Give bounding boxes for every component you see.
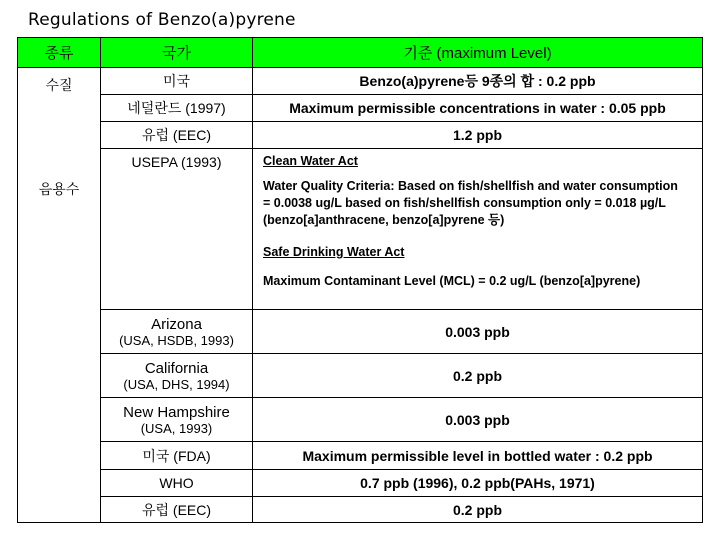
state-source: (USA, HSDB, 1993) [119,332,234,348]
table-row [18,497,703,523]
row-standard: Maximum permissible concentrations in water : 0.05 ppb [253,95,703,122]
table-row [18,398,703,442]
table-row [18,354,703,398]
category-continuation [18,122,101,149]
clean-water-act-link[interactable]: Clean Water Act [263,154,358,168]
row-standard: Maximum permissible level in bottled water : 0.2 ppb [253,442,703,470]
table-row [18,442,703,470]
table-row [18,68,703,95]
safe-drinking-water-act-link[interactable]: Safe Drinking Water Act [263,245,405,259]
row-standard: 0.7 ppb (1996), 0.2 ppb(PAHs, 1971) [253,470,703,497]
usepa-standard [253,149,703,310]
table-row-usepa [18,149,703,310]
table-header-row [18,38,703,68]
category-continuation [18,310,101,354]
row-country: 네덜란드 (1997) [101,95,253,122]
regulations-table [17,37,703,523]
row-standard: 1.2 ppb [253,122,703,149]
state-cell [101,310,253,354]
row-country: 유럽 (EEC) [101,122,253,149]
usepa-country: USEPA (1993) [101,149,253,310]
header-country: 국가 [101,38,253,68]
row-standard: 0.003 ppb [253,310,703,354]
category-continuation [18,470,101,497]
category-continuation [18,95,101,122]
category-water: 수질 [18,68,101,95]
category-continuation [18,497,101,523]
row-country: 유럽 (EEC) [101,497,253,523]
category-continuation [18,442,101,470]
state-name: Arizona [151,315,202,333]
table-row [18,310,703,354]
header-type: 종류 [18,38,101,68]
row-country: WHO [101,470,253,497]
state-name: California [144,359,209,377]
state-cell [101,398,253,442]
state-name: New Hampshire [123,403,230,421]
table-row [18,95,703,122]
category-continuation [18,398,101,442]
state-source: (USA, 1993) [140,420,213,436]
state-source: (USA, DHS, 1994) [123,376,230,392]
mcl-text: Maximum Contaminant Level (MCL) = 0.2 ug/L (benzo[a]pyrene) [263,274,641,288]
row-standard: 0.2 ppb [253,497,703,523]
category-continuation [18,354,101,398]
state-cell [101,354,253,398]
row-country: 미국 (FDA) [101,442,253,470]
row-standard: 0.003 ppb [253,398,703,442]
row-standard: 0.2 ppb [253,354,703,398]
row-standard: Benzo(a)pyrene등 9종의 합 : 0.2 ppb [253,68,703,95]
table-row [18,122,703,149]
page-title: Regulations of Benzo(a)pyrene [28,10,296,30]
header-standard: 기준 (maximum Level) [253,38,703,68]
row-country: 미국 [101,68,253,95]
clean-water-text: Water Quality Criteria: Based on fish/shellfish and water consumption = 0.0038 ug/L based on fish/shellfish consumption only = 0.018 µg/L (benzo[a]anthracene, benzo[a]pyrene 등) [263,179,678,227]
table-row [18,470,703,497]
category-drinking: 음용수 [18,149,101,310]
